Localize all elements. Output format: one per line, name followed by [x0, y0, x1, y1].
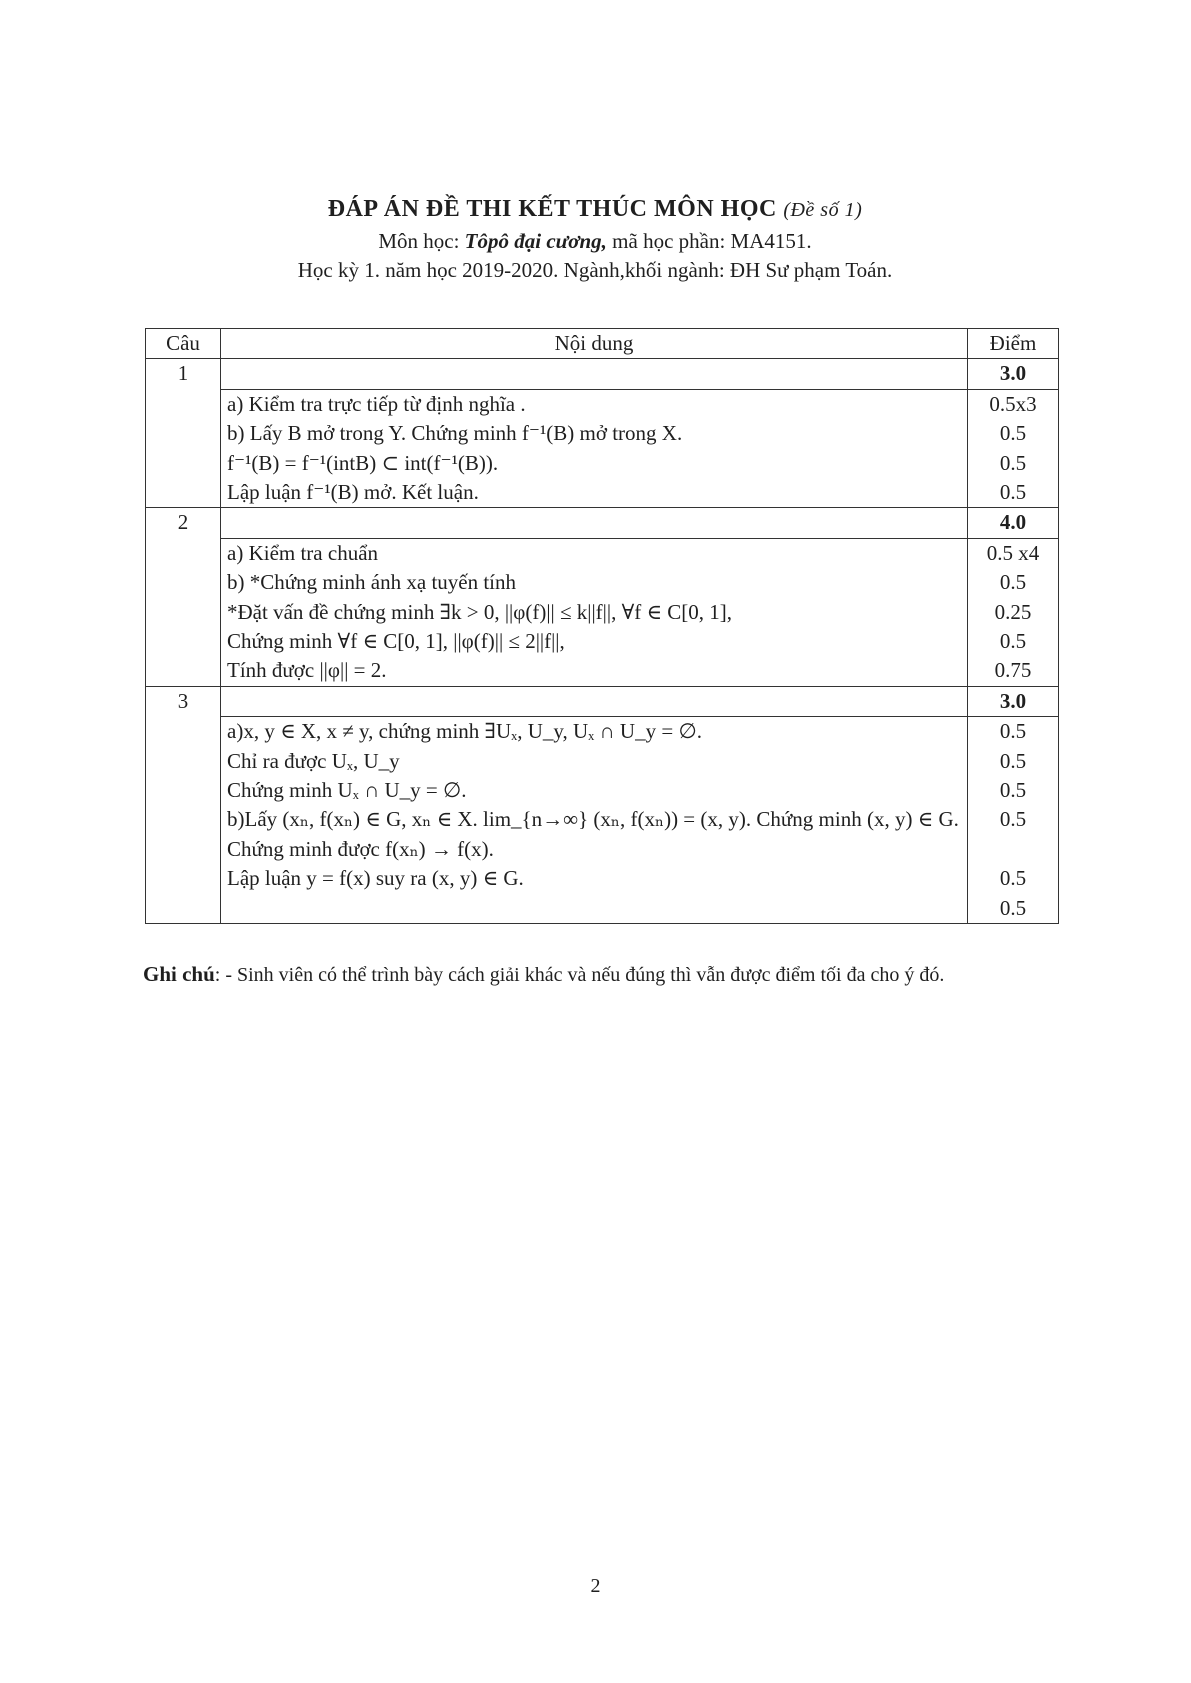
- course-name: Tôpô đại cương,: [464, 229, 607, 253]
- score-value: 0.5: [999, 421, 1027, 446]
- question-detail-row: [146, 389, 1059, 508]
- question-total-score: 3.0: [968, 359, 1059, 389]
- answer-line: a) Kiểm tra trực tiếp từ định nghĩa .: [227, 391, 526, 416]
- question-total-spacer: [221, 508, 968, 538]
- answer-scores: [968, 389, 1059, 508]
- exam-code: (Đề số 1): [783, 199, 863, 221]
- document-header: [140, 196, 1050, 283]
- note-text: : - Sinh viên có thể trình bày cách giải khác và nếu đúng thì vẫn được điểm tối đa cho ý đó.: [214, 964, 945, 986]
- course-code: mã học phần: MA4151.: [612, 229, 812, 253]
- score-value: 0.5: [999, 748, 1027, 773]
- question-number: 1: [146, 359, 221, 508]
- document-title: [140, 196, 1050, 223]
- answer-content: [221, 717, 968, 924]
- course-prefix: Môn học:: [378, 229, 460, 253]
- header-content: Nội dung: [221, 329, 968, 359]
- question-number: 3: [146, 686, 221, 923]
- answer-line: Chứng minh Uₓ ∩ U_y = ∅.: [227, 777, 467, 802]
- answer-line: Chỉ ra được Uₓ, U_y: [227, 748, 400, 773]
- table-header-row: [146, 329, 1059, 359]
- answer-line: Chứng minh được f(xₙ) → f(x).: [227, 836, 494, 861]
- answer-line: a) Kiểm tra chuẩn: [227, 540, 379, 565]
- question-total-row: [146, 359, 1059, 389]
- question-total-score: 4.0: [968, 508, 1059, 538]
- answer-content: [221, 389, 968, 508]
- page-number: 2: [590, 1575, 601, 1597]
- header-question: Câu: [146, 329, 221, 359]
- answer-line: b) *Chứng minh ánh xạ tuyến tính: [227, 570, 517, 595]
- answer-line: b)Lấy (xₙ, f(xₙ) ∈ G, xₙ ∈ X. lim_{n→∞} (xₙ, f(xₙ)) = (x, y). Chứng minh (x, y) ∈ G.: [227, 807, 959, 832]
- note-paragraph: [143, 960, 1053, 989]
- question-total-spacer: [221, 686, 968, 716]
- answer-line: a)x, y ∈ X, x ≠ y, chứng minh ∃Uₓ, U_y, Uₓ ∩ U_y = ∅.: [227, 719, 702, 744]
- question-total-spacer: [221, 359, 968, 389]
- answer-line: f⁻¹(B) = f⁻¹(intB) ⊂ int(f⁻¹(B)).: [227, 450, 499, 475]
- question-total-score: 3.0: [968, 686, 1059, 716]
- answer-line: *Đặt vấn đề chứng minh ∃k > 0, ||φ(f)|| ≤ k||f||, ∀f ∈ C[0, 1],: [227, 599, 733, 624]
- answer-table-body: [146, 359, 1059, 923]
- note-label: Ghi chú: [143, 962, 215, 986]
- question-total-row: [146, 686, 1059, 716]
- course-line: [140, 229, 1050, 254]
- answer-line: Chứng minh ∀f ∈ C[0, 1], ||φ(f)|| ≤ 2||f||,: [227, 628, 565, 653]
- answer-line: b) Lấy B mở trong Y. Chứng minh f⁻¹(B) mở trong X.: [227, 421, 683, 446]
- score-value: 0.5: [999, 895, 1027, 920]
- score-value: 0.5: [999, 807, 1027, 832]
- score-value: 0.5: [999, 719, 1027, 744]
- question-total-row: [146, 508, 1059, 538]
- answer-scores: [968, 538, 1059, 686]
- answer-line: Lập luận f⁻¹(B) mở. Kết luận.: [227, 479, 479, 504]
- answer-line: Lập luận y = f(x) suy ra (x, y) ∈ G.: [227, 866, 524, 891]
- header-score: Điểm: [968, 329, 1059, 359]
- score-value: 0.5: [999, 628, 1027, 653]
- score-value: 0.5 x4: [986, 540, 1040, 565]
- score-value: 0.5: [999, 479, 1027, 504]
- score-value: 0.75: [994, 658, 1032, 683]
- semester-line: Học kỳ 1. năm học 2019-2020. Ngành,khối ngành: ĐH Sư phạm Toán.: [297, 258, 893, 282]
- question-detail-row: [146, 717, 1059, 924]
- title-text: ĐÁP ÁN ĐỀ THI KẾT THÚC MÔN HỌC: [327, 196, 777, 222]
- score-value: 0.5: [999, 777, 1027, 802]
- score-value: 0.5: [999, 450, 1027, 475]
- answer-content: [221, 538, 968, 686]
- question-number: 2: [146, 508, 221, 686]
- score-value: 0.5x3: [989, 391, 1037, 416]
- answer-scores: [968, 717, 1059, 924]
- score-value: 0.5: [999, 570, 1027, 595]
- score-value: 0.5: [999, 866, 1027, 891]
- score-value: 0.25: [994, 599, 1032, 624]
- question-detail-row: [146, 538, 1059, 686]
- answer-line: Tính được ||φ|| = 2.: [227, 658, 387, 683]
- answer-table: [145, 328, 1059, 924]
